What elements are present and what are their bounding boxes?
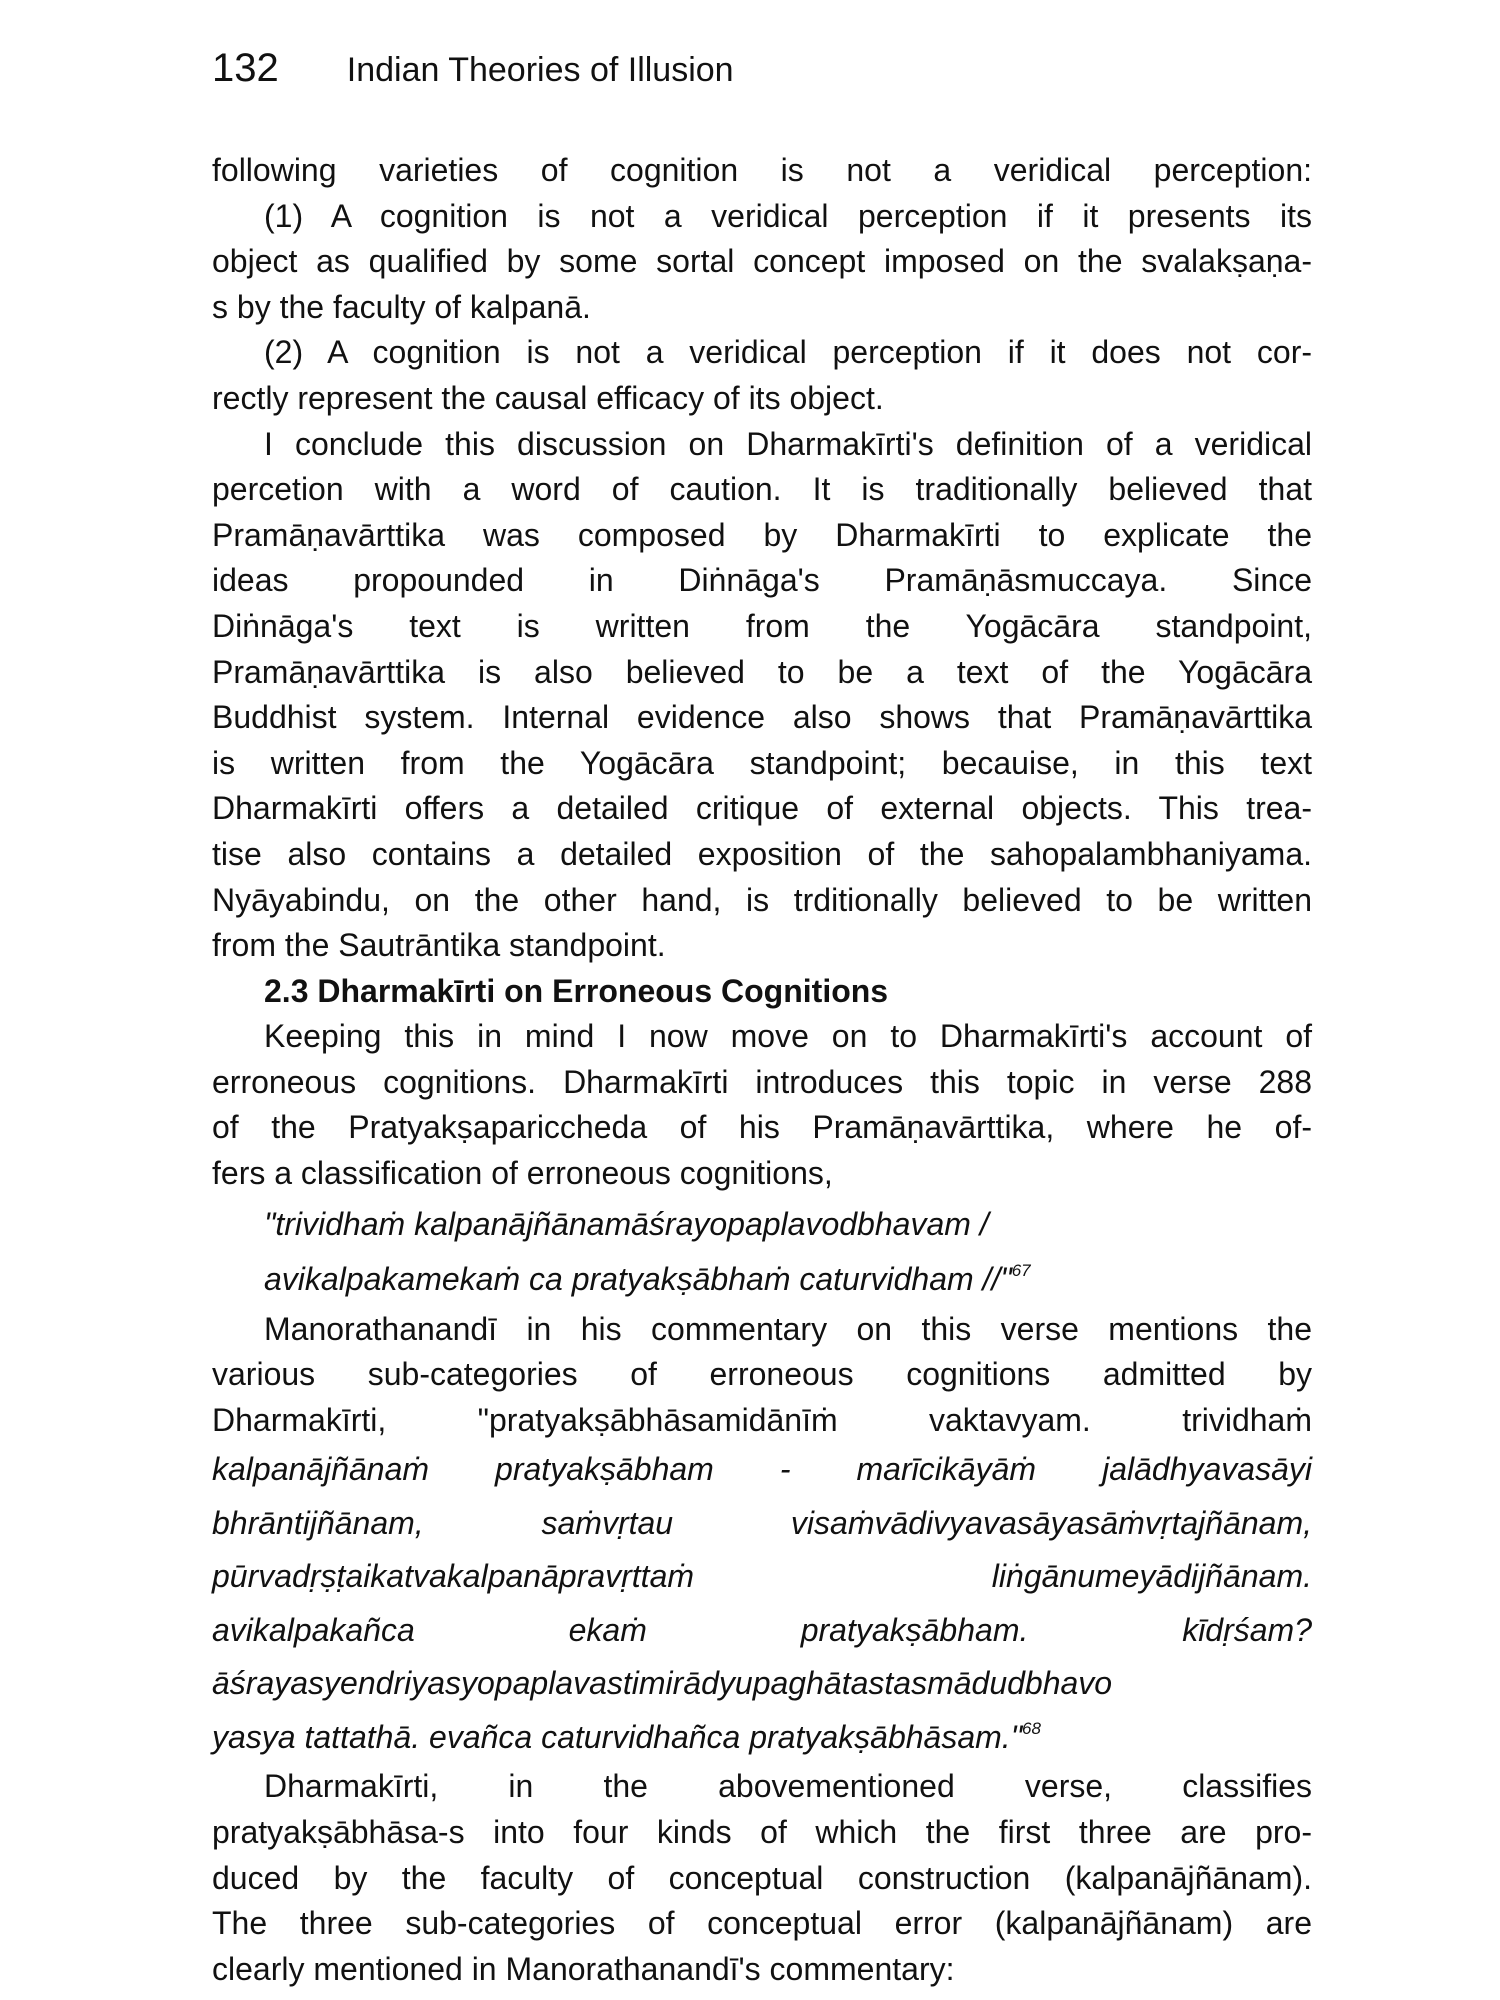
text-line: Keeping this in mind I now move on to Dharmakīrti's account of — [264, 1018, 1312, 1055]
text-line: tise also contains a detailed exposition of the sahopalambhaniyama. — [212, 835, 1312, 872]
commentary-line: pūrvadṛṣṭaikatvakalpanāpravṛttaṁ liṅgānumeyādijñānam. — [212, 1558, 1312, 1595]
text-line: is written from the Yogācāra standpoint; becauise, in this text — [212, 744, 1312, 781]
commentary-line: kalpanājñānaṁ pratyakṣābham - marīcikāyāṁ jalādhyavasāyi — [212, 1451, 1312, 1488]
page-header — [212, 38, 734, 100]
text-line: s by the faculty of kalpanā. — [212, 288, 591, 325]
text-line: ideas propounded in Diṅnāga's Pramāṇāsmuccaya. Since — [212, 562, 1312, 599]
page-number: 132 — [212, 46, 279, 90]
verse-line: "trividhaṁ kalpanājñānamāśrayopaplavodbhavam / — [264, 1205, 989, 1242]
text-line: Dharmakīrti, in the abovementioned verse, classifies — [264, 1768, 1312, 1805]
text-line: rectly represent the causal efficacy of its object. — [212, 379, 884, 416]
text-line: (2) A cognition is not a veridical perception if it does not cor- — [264, 334, 1312, 371]
page-body — [212, 148, 1312, 1992]
text-line: Dharmakīrti offers a detailed critique of external objects. This trea- — [212, 790, 1312, 827]
text-line: object as qualified by some sortal concept imposed on the svalakṣaṇa- — [212, 243, 1312, 280]
text-line: Manorathanandī in his commentary on this verse mentions the — [264, 1310, 1312, 1347]
text-line: The three sub-categories of conceptual error (kalpanājñānam) are — [212, 1905, 1312, 1942]
text-line: of the Pratyakṣapariccheda of his Pramāṇavārttika, where he of- — [212, 1109, 1312, 1146]
text-line: from the Sautrāntika standpoint. — [212, 927, 666, 964]
text-line: erroneous cognitions. Dharmakīrti introduces this topic in verse 288 — [212, 1063, 1312, 1100]
verse-text: avikalpakamekaṁ ca pratyakṣābhaṁ caturvidham //" — [264, 1260, 1012, 1297]
text-line: various sub-categories of erroneous cognitions admitted by — [212, 1356, 1312, 1393]
commentary-line: āśrayasyendriyasyopaplavastimirādyupaghātastasmādudbhavo — [212, 1665, 1113, 1702]
commentary-line — [212, 1711, 1312, 1765]
text-line: Nyāyabindu, on the other hand, is trditionally believed to be written — [212, 881, 1312, 918]
text-line: fers a classification of erroneous cognitions, — [212, 1155, 833, 1192]
text-line: I conclude this discussion on Dharmakīrti's definition of a veridical — [264, 425, 1312, 462]
text-line: Pramāṇavārttika is also believed to be a text of the Yogācāra — [212, 653, 1312, 690]
commentary-line: avikalpakañca ekaṁ pratyakṣābham. kīdṛśam? — [212, 1611, 1312, 1648]
text-line: clearly mentioned in Manorathanandī's commentary: — [212, 1950, 955, 1987]
text-line: duced by the faculty of conceptual construction (kalpanājñānam). — [212, 1859, 1312, 1896]
text-line: Buddhist system. Internal evidence also shows that Pramāṇavārttika — [212, 699, 1312, 736]
commentary-line: bhrāntijñānam, saṁvṛtau visaṁvādivyavasāyasāṁvṛtajñānam, — [212, 1504, 1312, 1541]
section-heading: 2.3 Dharmakīrti on Erroneous Cognitions — [264, 972, 889, 1009]
running-title: Indian Theories of Illusion — [346, 51, 734, 89]
text-line: Dharmakīrti, "pratyakṣābhāsamidānīṁ vaktavyam. trividhaṁ — [212, 1401, 1312, 1438]
text-line: (1) A cognition is not a veridical perception if it presents its — [264, 197, 1312, 234]
commentary-text: yasya tattathā. evañca caturvidhañca pratyakṣābhāsam." — [212, 1718, 1023, 1755]
text-line: Diṅnāga's text is written from the Yogācāra standpoint, — [212, 607, 1312, 644]
text-line: following varieties of cognition is not a veridical perception: — [212, 152, 1312, 188]
text-line: pratyakṣābhāsa-s into four kinds of which the first three are pro- — [212, 1814, 1312, 1851]
verse-line — [212, 1252, 1312, 1307]
footnote-ref: 68 — [1022, 1718, 1041, 1738]
footnote-ref: 67 — [1011, 1260, 1031, 1280]
text-line: percetion with a word of caution. It is traditionally believed that — [212, 471, 1312, 508]
text-line: Pramāṇavārttika was composed by Dharmakīrti to explicate the — [212, 516, 1312, 553]
